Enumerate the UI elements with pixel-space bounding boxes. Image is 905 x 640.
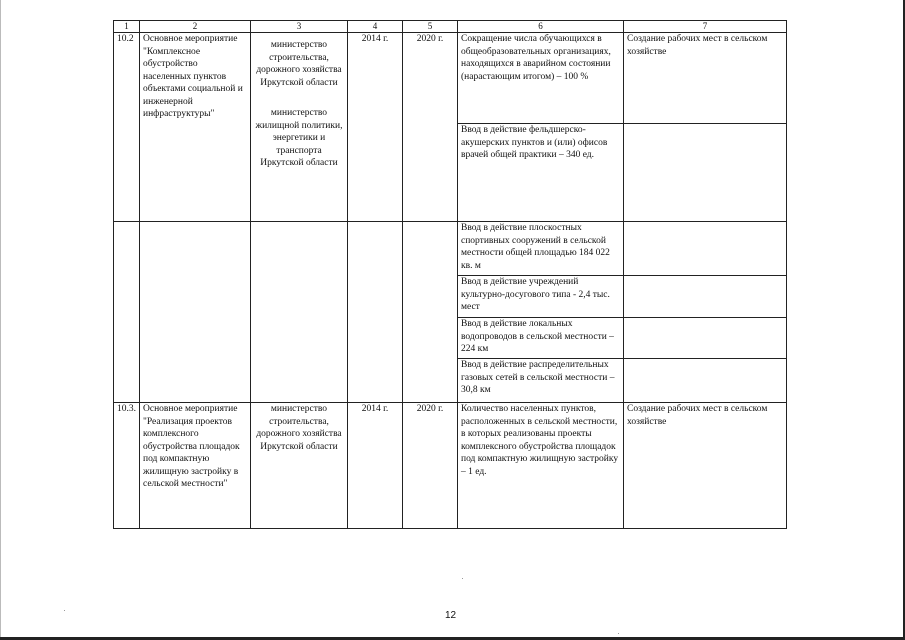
table-row (114, 222, 787, 276)
program-measures-table (113, 20, 787, 529)
column-number: 7 (624, 21, 787, 33)
column-number: 1 (114, 21, 140, 33)
scan-speck (64, 610, 65, 611)
indicator-text: Ввод в действие плоскостных спортивных сооружений в сельской местности общей площадью 184 022 кв. м (458, 222, 624, 276)
result-text: Создание рабочих мест в сельском хозяйстве (624, 403, 787, 529)
column-number-row (114, 21, 787, 33)
end-year: 2020 г. (403, 33, 458, 222)
continuation-empty (348, 222, 403, 403)
end-year: 2020 г. (403, 403, 458, 529)
table-row (114, 403, 787, 529)
table-row (114, 33, 787, 124)
result-empty (624, 276, 787, 318)
row-number: 10.2 (114, 33, 140, 222)
measure-name: Основное мероприятие "Комплексное обустройство населенных пунктов объектами социальной и инженерной инфраструктуры" (140, 33, 251, 222)
executor-cell (251, 33, 348, 222)
page-number: 12 (445, 610, 457, 621)
row-number: 10.3. (114, 403, 140, 529)
indicator-text: Ввод в действие распределительных газовых сетей в сельской местности – 30,8 км (458, 359, 624, 403)
continuation-empty (251, 222, 348, 403)
result-empty (624, 318, 787, 359)
column-number: 3 (251, 21, 348, 33)
column-number: 4 (348, 21, 403, 33)
result-text: Создание рабочих мест в сельском хозяйстве (624, 33, 787, 124)
result-empty (624, 222, 787, 276)
continuation-empty (140, 222, 251, 403)
column-number: 2 (140, 21, 251, 33)
column-number: 5 (403, 21, 458, 33)
start-year: 2014 г. (348, 33, 403, 222)
scan-speck (462, 578, 463, 579)
indicator-text: Ввод в действие локальных водопроводов в сельской местности – 224 км (458, 318, 624, 359)
indicator-text: Сокращение числа обучающихся в общеобразовательных организациях, находящихся в аварийном состоянии (нарастающим итогом) – 100 % (458, 33, 624, 124)
indicator-text: Ввод в действие учреждений культурно-досугового типа - 2,4 тыс. мест (458, 276, 624, 318)
result-empty (624, 124, 787, 222)
start-year: 2014 г. (348, 403, 403, 529)
column-number: 6 (458, 21, 624, 33)
result-empty (624, 359, 787, 403)
continuation-empty (114, 222, 140, 403)
executor-text: министерство жилищной политики, энергетики и транспорта Иркутской области (255, 108, 343, 168)
continuation-empty (403, 222, 458, 403)
executor-text: министерство строительства, дорожного хозяйства Иркутской области (251, 403, 348, 529)
indicator-text: Количество населенных пунктов, расположенных в сельской местности, в которых реализованы проекты комплексного обустройства площадок под компактную жилищную застройку – 1 ед. (458, 403, 624, 529)
measure-name: Основное мероприятие "Реализация проектов комплексного обустройства площадок под компактную жилищную застройку в сельской местности" (140, 403, 251, 529)
indicator-text: Ввод в действие фельдшерско-акушерских пунктов и (или) офисов врачей общей практики – 340 ед. (458, 124, 624, 222)
executor-text: министерство строительства, дорожного хозяйства Иркутской области (256, 40, 342, 88)
scan-edge-left (0, 0, 1, 640)
scan-speck (618, 633, 619, 634)
